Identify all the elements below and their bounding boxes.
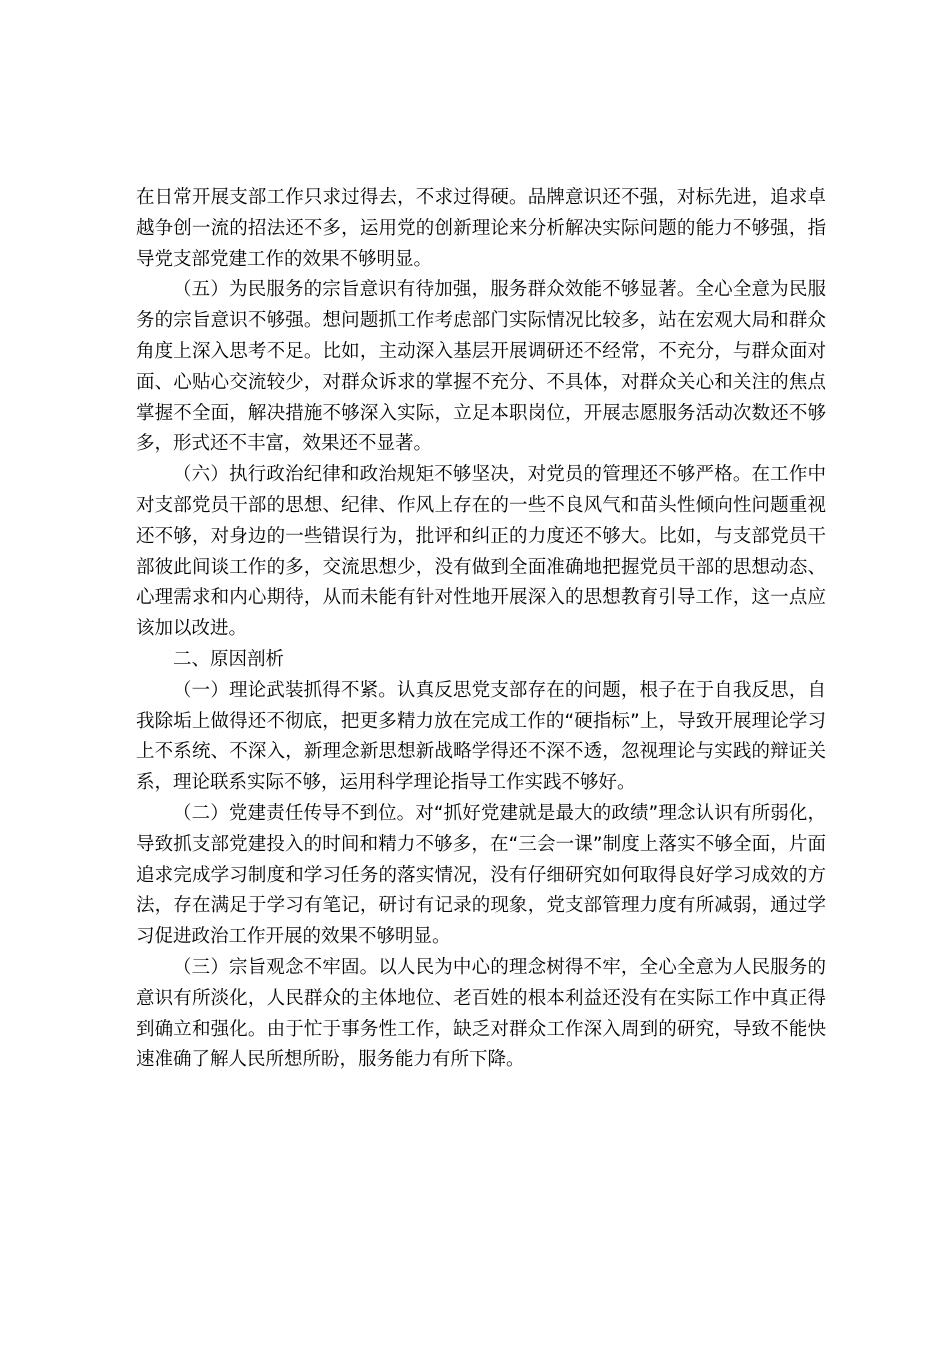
paragraph-cause-1: （一）理论武装抓得不紧。认真反思党支部存在的问题，根子在于自我反思，自我除垢上做得还不彻底，把更多精力放在完成工作的“硬指标”上，导致开展理论学习上不系统、不深入，新理念新思想新战略学得还不深不透，忽视理论与实践的辩证关系，理论联系实际不够，运用科学理论指导工作实践不够好。 xyxy=(136,679,826,794)
heading-cause-analysis: 二、原因剖析 xyxy=(173,648,285,670)
document-body xyxy=(136,183,826,1076)
paragraph-cause-2: （二）党建责任传导不到位。对“抓好党建就是最大的政绩”理念认识有所弱化，导致抓支部党建投入的时间和精力不够多，在“三会一课”制度上落实不够全面，片面追求完成学习制度和学习任务的落实情况，没有仔细研究如何取得良好学习成效的方法，存在满足于学习有笔记，研讨有记录的现象，党支部管理力度有所减弱，通过学习促进政治工作开展的效果不够明显。 xyxy=(136,802,826,948)
paragraph-section-5: （五）为民服务的宗旨意识有待加强，服务群众效能不够显著。全心全意为民服务的宗旨意识不够强。想问题抓工作考虑部门实际情况比较多，站在宏观大局和群众角度上深入思考不足。比如，主动深入基层开展调研还不经常，不充分，与群众面对面、心贴心交流较少，对群众诉求的掌握不充分、不具体，对群众关心和关注的焦点掌握不全面，解决措施不够深入实际，立足本职岗位，开展志愿服务活动次数还不够多，形式还不丰富，效果还不显著。 xyxy=(136,279,826,455)
paragraph-continuation: 在日常开展支部工作只求过得去，不求过得硬。品牌意识还不强，对标先进，追求卓越争创一流的招法还不多，运用党的创新理论来分析解决实际问题的能力不够强，指导党支部党建工作的效果不够明显。 xyxy=(136,187,826,270)
paragraph-cause-3: （三）宗旨观念不牢固。以人民为中心的理念树得不牢，全心全意为人民服务的意识有所淡化，人民群众的主体地位、老百姓的根本利益还没有在实际工作中真正得到确立和强化。由于忙于事务性工作，缺乏对群众工作深入周到的研究，导致不能快速准确了解人民所想所盼，服务能力有所下降。 xyxy=(136,956,826,1071)
paragraph-section-6: （六）执行政治纪律和政治规矩不够坚决，对党员的管理还不够严格。在工作中对支部党员干部的思想、纪律、作风上存在的一些不良风气和苗头性倾向性问题重视还不够，对身边的一些错误行为，批评和纠正的力度还不够大。比如，与支部党员干部彼此间谈工作的多，交流思想少，没有做到全面准确地把握党员干部的思想动态、心理需求和内心期待，从而未能有针对性地开展深入的思想教育引导工作，这一点应该加以改进。 xyxy=(136,464,826,640)
